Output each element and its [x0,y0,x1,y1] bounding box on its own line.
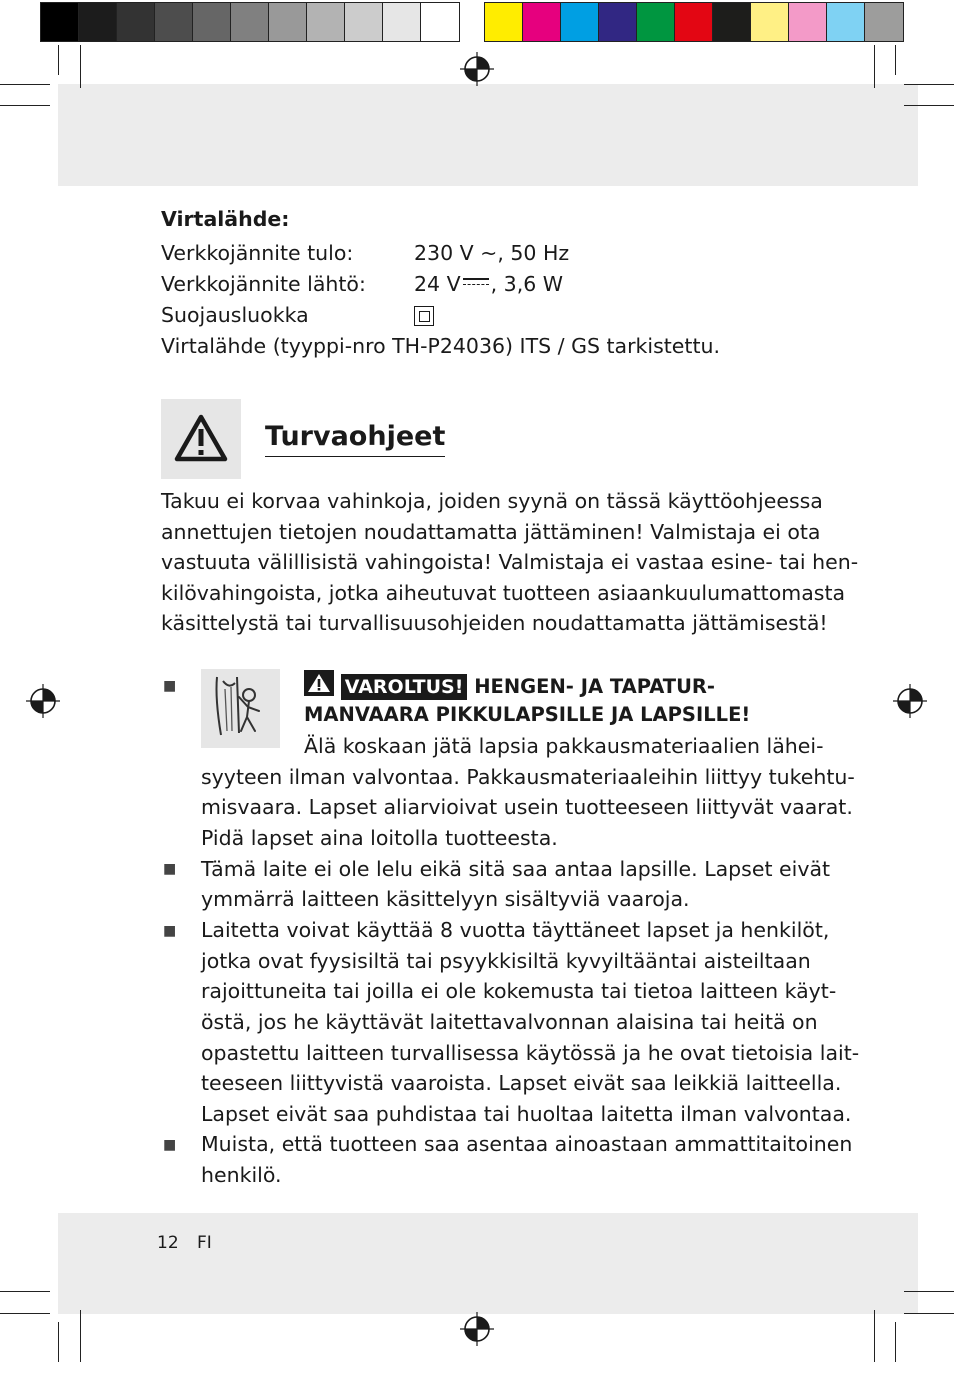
paragraph-line: annettujen tietojen noudattamatta jättäminen! Valmistaja ei ota [161,519,821,544]
page-number: 12 [157,1233,179,1253]
color-swatch [599,3,637,41]
footer-band [58,1213,918,1314]
color-swatch [231,3,269,41]
warning-triangle-icon [161,399,241,479]
crop-mark [0,84,50,85]
bullet-marker: ■ [163,678,177,694]
crop-mark [874,45,875,88]
paragraph-line: käsittelystä tai turvallisuusohjeiden noudattamatta jättämisestä! [161,611,828,635]
header-band [58,84,918,186]
crop-mark [0,1313,50,1314]
warning-text-line: misvaara. Lapset aliarvioivat usein tuotteeseen liittyvät vaarat. [201,795,853,819]
registration-mark-icon [893,684,927,718]
warning-title-text: HENGEN- JA TAPATUR- [474,675,716,698]
warning-badge: VAROLTUS! [341,674,468,700]
color-swatch [485,3,523,41]
color-swatch [827,3,865,41]
crop-mark [0,105,50,106]
list-item-line: Muista, että tuotteen saa asentaa ainoastaan ammattitaitoinen [201,1132,853,1156]
list-item-line: opastettu laitteen turvallisessa käytössä ja he ovat tietoisia lait- [201,1041,860,1065]
color-swatch [637,3,675,41]
crop-mark [904,84,954,85]
list-item-line: jotka ovat fyysisiltä tai psyykkisiltä kyvyiltääntai aisteiltaan [201,949,811,973]
bullet-marker: ■ [163,923,177,939]
child-with-packaging-icon [201,669,280,748]
list-item-line: Laitetta voivat käyttää 8 vuotta täyttäneet lapset ja henkilöt, [201,918,830,942]
paragraph-line: Takuu ei korvaa vahinkoja, joiden syynä on tässä käyttöohjeessa [161,489,823,513]
color-calibration-bar-grayscale [40,2,460,42]
paragraph-line: kilövahingoista, jotka aiheutuvat tuotteen asiaankuulumattomasta [161,580,846,605]
color-swatch [523,3,561,41]
language-code: FI [197,1233,212,1253]
color-swatch [345,3,383,41]
spec-label: Verkkojännite tulo: [161,241,354,265]
list-item-line: henkilö. [201,1163,282,1187]
crop-mark [904,105,954,106]
color-swatch [41,3,79,41]
color-swatch [79,3,117,41]
protection-class-II-icon [414,306,434,326]
list-item-line: ymmärrä laitteen käsittelyyn sisältyviä vaaroja. [201,887,690,911]
color-swatch [675,3,713,41]
spec-value-voltage: 24 V [414,272,461,296]
warning-text-line: syyteen ilman valvontaa. Pakkausmateriaaleihin liittyy tukehtu- [201,765,855,789]
crop-mark [904,1313,954,1314]
color-swatch [789,3,827,41]
spec-value-power: , 3,6 W [490,272,564,296]
list-item-line: östä, jos he käyttävät laitettavalvonnan alaisina tai heitä on [201,1010,818,1034]
color-swatch [383,3,421,41]
color-swatch [751,3,789,41]
dc-symbol-icon [461,275,491,289]
list-item-line: teeseen liittyvistä vaaroista. Lapset eivät saa leikkiä laitteella. [201,1071,842,1095]
specs-title: Virtalähde: [161,207,290,231]
warning-title-line2: MANVAARA PIKKULAPSILLE JA LAPSILLE! [304,703,751,726]
color-swatch [561,3,599,41]
color-swatch [155,3,193,41]
list-item-line: rajoittuneita tai joilla ei ole kokemusta tai tietoa laitteen käyt- [201,979,837,1003]
crop-mark [80,1310,81,1362]
crop-mark [904,1291,954,1292]
color-swatch [865,3,903,41]
color-swatch [421,3,459,41]
color-swatch [307,3,345,41]
color-calibration-bar-colors [484,2,904,42]
warning-text-line: Älä koskaan jätä lapsia pakkausmateriaalien lähei- [304,734,824,758]
spec-label: Verkkojännite lähtö: [161,272,366,296]
warning-text-line: Pidä lapset aina loitolla tuotteesta. [201,826,558,850]
crop-mark [58,1322,59,1362]
paragraph-line: vastuuta välillisistä vahingoista! Valmistaja ei vastaa esine- tai hen- [161,550,859,574]
spec-value: 230 V ~, 50 Hz [414,241,570,265]
crop-mark [0,1291,50,1292]
color-swatch [193,3,231,41]
bullet-marker: ■ [163,861,177,877]
crop-mark [895,1322,896,1362]
color-swatch [269,3,307,41]
section-heading: Turvaohjeet [265,418,445,457]
crop-mark [895,45,896,75]
spec-value [414,272,563,296]
registration-mark-icon [26,684,60,718]
list-item-line: Tämä laite ei ole lelu eikä sitä saa antaa lapsille. Lapset eivät [201,857,831,881]
crop-mark [58,45,59,75]
list-item-line: Lapset eivät saa puhdistaa tai huoltaa laitetta ilman valvontaa. [201,1102,852,1126]
bullet-marker: ■ [163,1137,177,1153]
spec-label: Suojausluokka [161,303,309,327]
color-swatch [117,3,155,41]
color-swatch [713,3,751,41]
intro-paragraph [161,486,859,639]
crop-mark [80,45,81,88]
specs-note: Virtalähde (tyyppi-nro TH-P24036) ITS / GS tarkistettu. [161,334,721,358]
crop-mark [874,1310,875,1362]
registration-mark-icon [460,1312,494,1346]
registration-mark-icon [460,52,494,86]
